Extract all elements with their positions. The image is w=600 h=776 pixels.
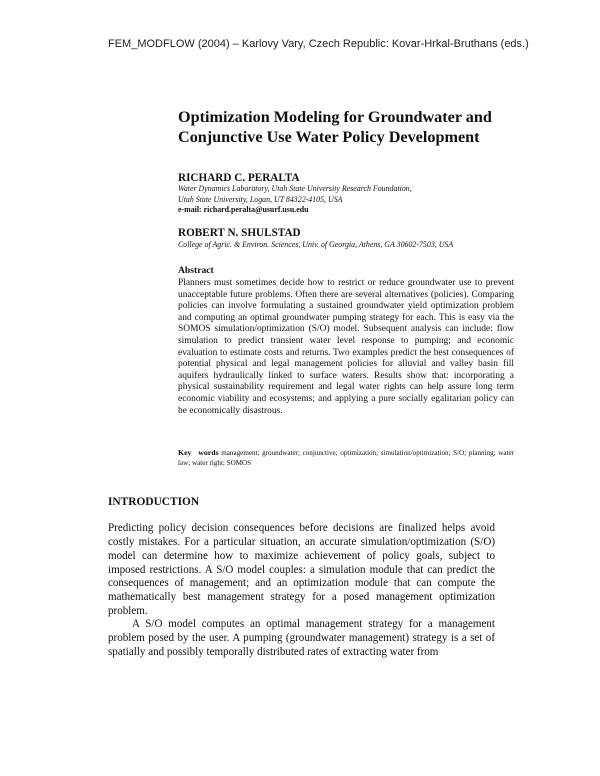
author-1-name: RICHARD C. PERALTA — [178, 172, 300, 184]
running-head: FEM_MODFLOW (2004) – Karlovy Vary, Czech Republic: Kovar-Hrkal-Bruthans (eds.) — [108, 38, 529, 50]
author-1-email: e-mail: richard.peralta@usurf.usu.edu — [178, 205, 309, 214]
author-2-affiliation: College of Agric. & Environ. Sciences, Univ. of Georgia, Athens, GA 30602-7503, USA — [178, 239, 454, 249]
intro-paragraph-2: A S/O model computes an optimal management strategy for a management problem posed by the user. A pumping (groundwater management) strategy is a set of spatially and possibly temporally distributed rates of extracting water from — [108, 618, 495, 658]
section-heading-introduction: INTRODUCTION — [108, 496, 200, 508]
author-2-name: ROBERT N. SHULSTAD — [178, 227, 301, 239]
author-1-affiliation-line1: Water Dynamics Laboratory, Utah State University Research Foundation, — [178, 184, 412, 193]
paper-title: Optimization Modeling for Groundwater and Conjunctive Use Water Policy Development — [178, 108, 492, 146]
keywords-label: Key words — [178, 448, 219, 457]
author-1-affiliation-line2: Utah State University, Logan, UT 84322-4105, USA — [178, 194, 343, 204]
intro-paragraph-1: Predicting policy decision consequences before decisions are finalized helps avoid costly mistakes. For a particular situation, an accurate simulation/optimization (S/O) model can determine how to maximize achievement of policy goals, subject to imposed restrictions. A S/O model couples: a simulation module that can predict the consequences of management; and an optimization module that can compute the mathematically best management strategy for a posed management optimization problem. — [108, 522, 495, 618]
keywords-list: management; groundwater; conjunctive; optimization; simulation/optimization; S/O; planning; water law; water right; SOMOS — [178, 449, 514, 468]
abstract-text: Planners must sometimes decide how to restrict or reduce groundwater use to prevent unacceptable future problems. Often there are several alternatives (policies). Comparing policies can involve formulating a sustained groundwater yield optimization problem and computing an optimal groundwater pumping strategy for each. This is easy via the SOMOS simulation/optimization (S/O) model. Subsequent analysis can include: flow simulation to predict transient water level response to pumping; and economic evaluation to estimate costs and returns. Two examples predict the best consequences of potential physical and legal management policies for alluvial and valley basin fill aquifers hydraulically linked to surface waters. Results show that: incorporating a physical sustainability requirement and legal water rights can help assure long term economic viability and ecosystems; and applying a pure socially egalitarian policy can be economically disastrous. — [178, 278, 514, 416]
keywords — [178, 448, 514, 468]
abstract-heading: Abstract — [178, 265, 214, 276]
